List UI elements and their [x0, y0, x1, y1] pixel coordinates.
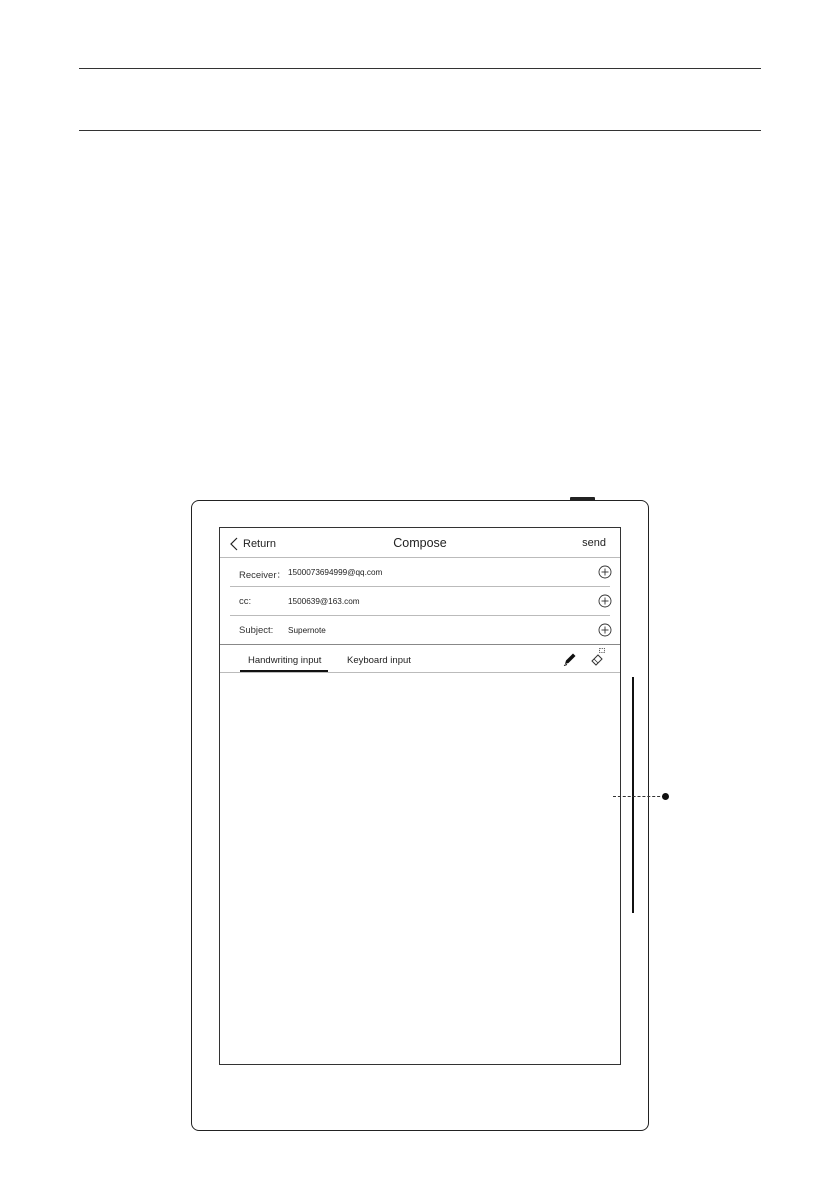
bottom-rule: [79, 130, 761, 131]
top-rule: [79, 68, 761, 69]
cc-row: [230, 587, 610, 616]
cc-label: cc:: [239, 596, 252, 607]
active-tab-indicator: [240, 670, 328, 672]
page-title: Compose: [393, 536, 447, 550]
add-cc-icon[interactable]: [598, 594, 612, 608]
power-button: [570, 497, 595, 501]
input-tabs: [220, 645, 620, 673]
scrollbar[interactable]: [632, 677, 634, 913]
subject-field[interactable]: Supernote: [288, 626, 326, 635]
subject-row: [220, 616, 620, 645]
tab-keyboard-input[interactable]: Keyboard input: [347, 655, 411, 666]
receiver-label: Receiver：: [239, 570, 286, 581]
receiver-field[interactable]: 1500073694999@qq.com: [288, 568, 383, 577]
handwriting-canvas[interactable]: [220, 673, 620, 1064]
top-bar: [220, 528, 620, 558]
eraser-icon[interactable]: [590, 648, 606, 666]
compose-screen: [219, 527, 621, 1065]
cc-field[interactable]: 1500639@163.com: [288, 597, 360, 606]
receiver-row: [230, 558, 610, 587]
send-button[interactable]: send: [582, 537, 606, 549]
subject-label: Subject:: [239, 625, 274, 636]
return-label: Return: [243, 538, 277, 550]
add-subject-icon[interactable]: [598, 623, 612, 637]
pen-icon[interactable]: [562, 651, 578, 667]
callout-line: [613, 796, 665, 797]
tab-handwriting-input[interactable]: Handwriting input: [248, 655, 322, 666]
add-receiver-icon[interactable]: [598, 565, 612, 579]
callout-dot: [662, 793, 669, 800]
